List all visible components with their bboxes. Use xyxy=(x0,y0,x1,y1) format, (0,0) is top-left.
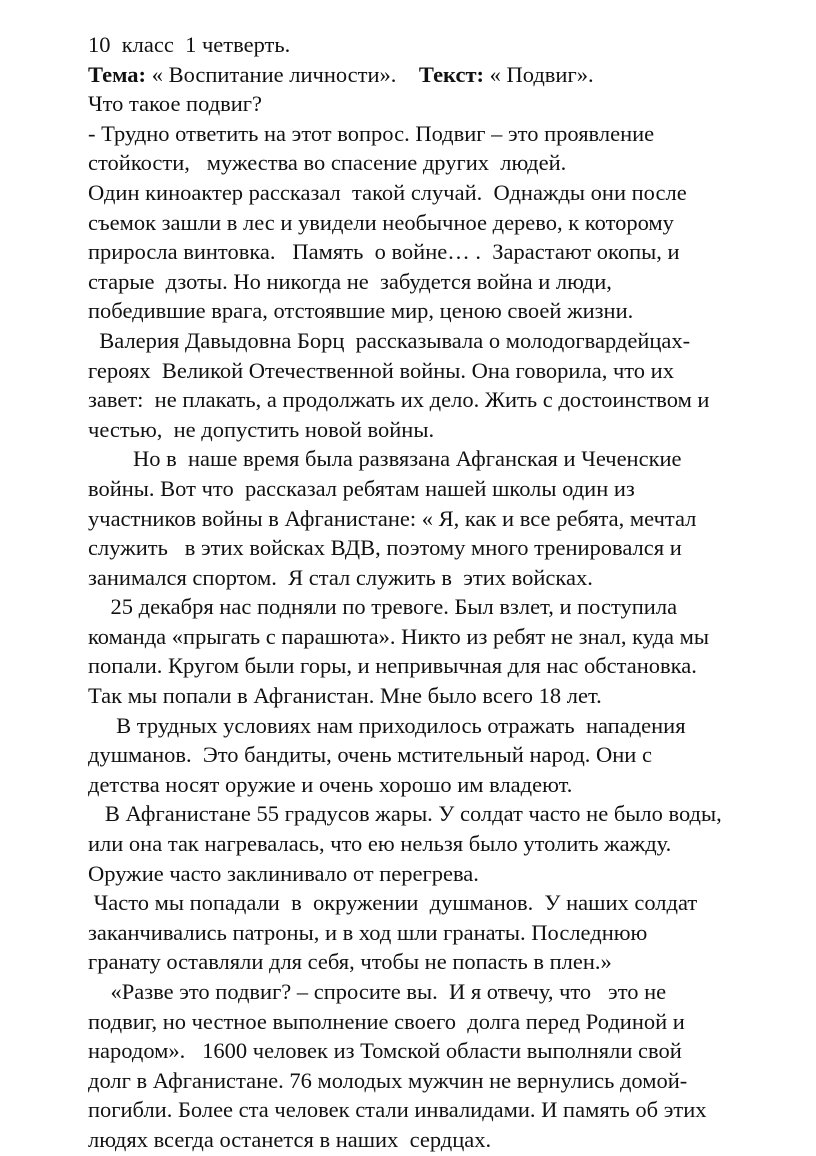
text-line: участников войны в Афганистане: « Я, как и все ребята, мечтал xyxy=(88,505,697,531)
text-value: « Подвиг». xyxy=(484,61,594,87)
text-line: В Афганистане 55 градусов жары. У солдат часто не было воды, xyxy=(88,801,722,827)
text-line: победившие врага, отстоявшие мир, ценою своей жизни. xyxy=(88,298,634,324)
text-line: погибли. Более ста человек стали инвалидами. И память об этих xyxy=(88,1097,707,1123)
text-line: народом». 1600 человек из Томской области выполняли свой xyxy=(88,1038,682,1064)
text-label: Текст: xyxy=(418,61,484,87)
text-line: служить в этих войсках ВДВ, поэтому много тренировался и xyxy=(88,535,682,561)
text-line: 25 декабря нас подняли по тревоге. Был взлет, и поступила xyxy=(88,594,678,620)
text-line: Оружие часто заклинивало от перегрева. xyxy=(88,860,479,886)
text-line: - Трудно ответить на этот вопрос. Подвиг – это проявление xyxy=(88,120,655,146)
text-line: заканчивались патроны, и в ход шли гранаты. Последнюю xyxy=(88,919,648,945)
text-line: В трудных условиях нам приходилось отражать нападения xyxy=(88,712,686,738)
document-page xyxy=(88,30,812,1155)
text-line: душманов. Это бандиты, очень мстительный народ. Они с xyxy=(88,742,652,768)
text-line: старые дзоты. Но никогда не забудется война и люди, xyxy=(88,268,612,294)
text-line: Что такое подвиг? xyxy=(88,91,263,117)
text-line: Валерия Давыдовна Борц рассказывала о молодогвардейцах- xyxy=(88,327,691,353)
text-line: героях Великой Отечественной войны. Она говорила, что их xyxy=(88,357,674,383)
text-line: приросла винтовка. Память о войне… . Зарастают окопы, и xyxy=(88,239,680,265)
class-quarter-line: 10 класс 1 четверть. xyxy=(88,32,291,57)
text-line: подвиг, но честное выполнение своего долга перед Родиной и xyxy=(88,1008,685,1034)
document-body xyxy=(88,89,812,1154)
text-line: Один киноактер рассказал такой случай. Однажды они после xyxy=(88,179,687,205)
text-line: честью, не допустить новой войны. xyxy=(88,416,435,442)
text-line: Но в наше время была развязана Афганская и Чеченские xyxy=(88,446,682,472)
text-line: детства носят оружие и очень хорошо им владеют. xyxy=(88,771,573,797)
text-line: «Разве это подвиг? – спросите вы. И я отвечу, что это не xyxy=(88,979,667,1004)
text-line: или она так нагревалась, что ею нельзя было утолить жажду. xyxy=(88,831,672,857)
text-line: долг в Афганистане. 76 молодых мужчин не вернулись домой- xyxy=(88,1067,688,1093)
text-line: завет: не плакать, а продолжать их дело. Жить с достоинством и xyxy=(88,387,710,413)
text-line: войны. Вот что рассказал ребятам нашей школы один из xyxy=(88,475,635,501)
text-line: стойкости, мужества во спасение других людей. xyxy=(88,150,567,176)
topic-value: « Воспитание личности». xyxy=(146,61,419,87)
text-line: Часто мы попадали в окружении душманов. У наших солдат xyxy=(88,890,698,916)
text-line: Так мы попали в Афганистан. Мне было всего 18 лет. xyxy=(88,683,602,709)
topic-line xyxy=(88,60,812,90)
text-line: команда «прыгать с парашюта». Никто из ребят не знал, куда мы xyxy=(88,623,710,649)
text-line: попали. Кругом были горы, и непривычная для нас обстановка. xyxy=(88,653,697,679)
topic-label: Тема: xyxy=(88,61,147,87)
text-line: съемок зашли в лес и увидели необычное дерево, к которому xyxy=(88,209,674,235)
text-line: гранату оставляли для себя, чтобы не попасть в плен.» xyxy=(88,949,612,975)
text-line: занимался спортом. Я стал служить в этих войсках. xyxy=(88,564,593,590)
text-line: людях всегда останется в наших сердцах. xyxy=(88,1126,492,1152)
